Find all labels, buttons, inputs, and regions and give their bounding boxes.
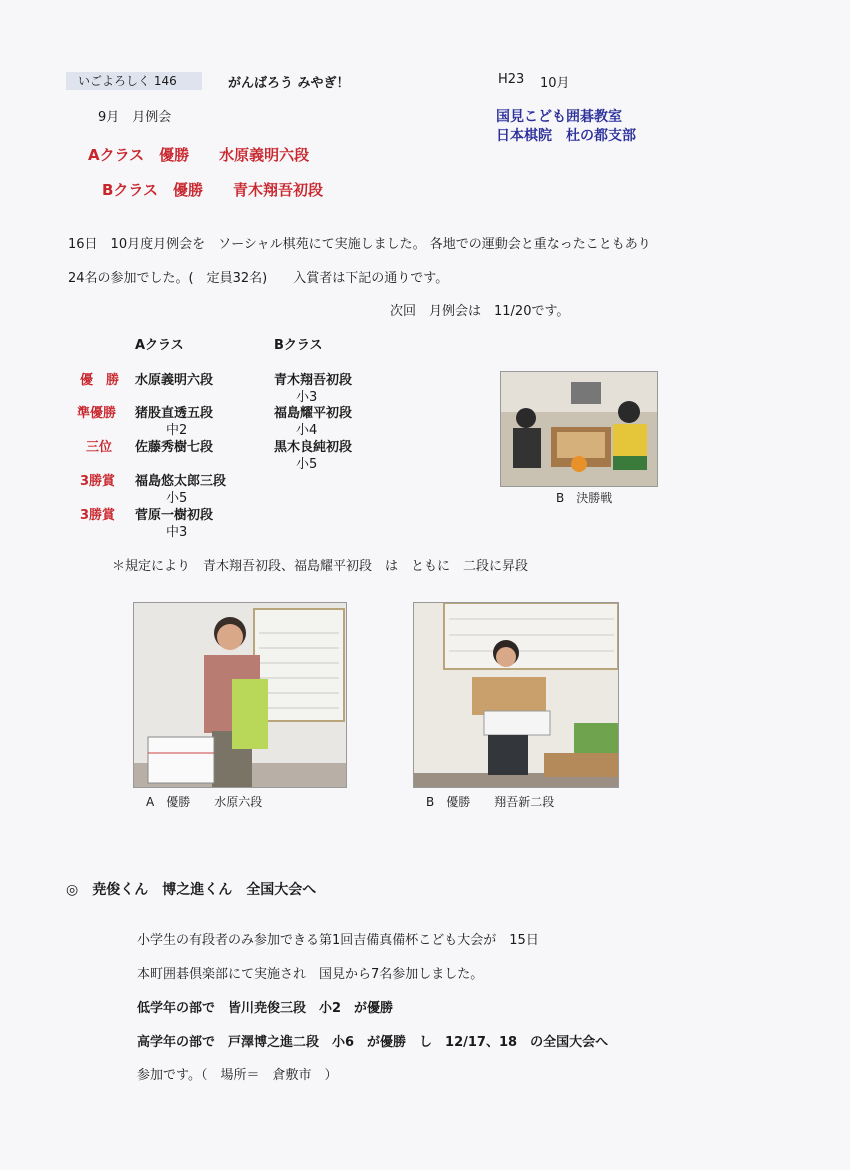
intro-line-2: 24名の参加でした。( 定員32名) 入賞者は下記の通りです。 [68,271,449,286]
col-header-b: Bクラス [274,338,323,353]
a-class-name: 水原義明六段 [135,373,214,388]
issue-tag: いごよろしく 146 [66,72,202,90]
b-class-grade: 小4 [296,423,318,438]
rank-label: 準優勝 [77,406,117,421]
b-final-caption: B 決勝戦 [556,491,613,505]
a-class-name: 菅原一樹初段 [135,508,214,523]
promotion-note: ＊規定により 青木翔吾初段、福島耀平初段 は ともに 二段に昇段 [112,559,529,574]
b-winner-caption: B 優勝 翔吾新二段 [426,795,555,809]
september-title: 9月 月例会 [98,110,172,125]
a-class-name: 佐藤秀樹七段 [135,440,214,455]
national-line-5: 参加です。（ 場所＝ 倉敷市 ） [137,1068,338,1083]
b-class-grade: 小3 [296,390,318,405]
org-name: 国見こども囲碁教室 [496,109,622,125]
b-class-name: 福島耀平初段 [274,406,353,421]
col-header-a: Aクラス [135,338,184,353]
a-class-grade: 中2 [166,423,188,438]
b-class-grade: 小5 [296,457,318,472]
a-winner-caption: A 優勝 水原六段 [146,795,263,809]
september-a-class-winner: Aクラス 優勝 水原義明六段 [88,146,310,164]
national-line-2: 本町囲碁倶楽部にて実施され 国見から7名参加しました。 [137,967,484,982]
b-final-photo [500,371,658,487]
national-line-3: 低学年の部で 皆川尭俊三段 小2 が優勝 [137,1001,394,1016]
b-class-name: 青木翔吾初段 [274,373,353,388]
date-year: H23 [498,72,525,87]
next-meeting: 次回 月例会は 11/20です。 [390,304,570,319]
national-heading: ◎ 尭俊くん 博之進くん 全国大会へ [66,882,317,898]
a-class-grade: 中3 [166,525,188,540]
intro-line-1: 16日 10月度月例会を ソーシャル棋苑にて実施しました。 各地での運動会と重なったこともあり [68,237,651,252]
slogan: がんばろう みやぎ！ [228,76,350,91]
national-line-4: 高学年の部で 戸澤博之進二段 小6 が優勝 し 12/17、18 の全国大会へ [137,1035,609,1050]
rank-label: 優 勝 [80,373,120,388]
a-class-grade: 小5 [166,491,188,506]
a-class-name: 福島悠太郎三段 [135,474,227,489]
september-b-class-winner: Bクラス 優勝 青木翔吾初段 [102,181,323,199]
rank-label: 三位 [86,440,113,455]
a-winner-photo [133,602,347,788]
national-line-1: 小学生の有段者のみ参加できる第1回吉備真備杯こども大会が 15日 [137,933,539,948]
org-branch: 日本棋院 杜の都支部 [496,128,636,144]
a-class-name: 猪股直透五段 [135,406,214,421]
date-month: 10月 [540,76,570,91]
rank-label: 3勝賞 [80,474,116,489]
rank-label: 3勝賞 [80,508,116,523]
b-winner-photo [413,602,619,788]
b-class-name: 黒木良純初段 [274,440,353,455]
